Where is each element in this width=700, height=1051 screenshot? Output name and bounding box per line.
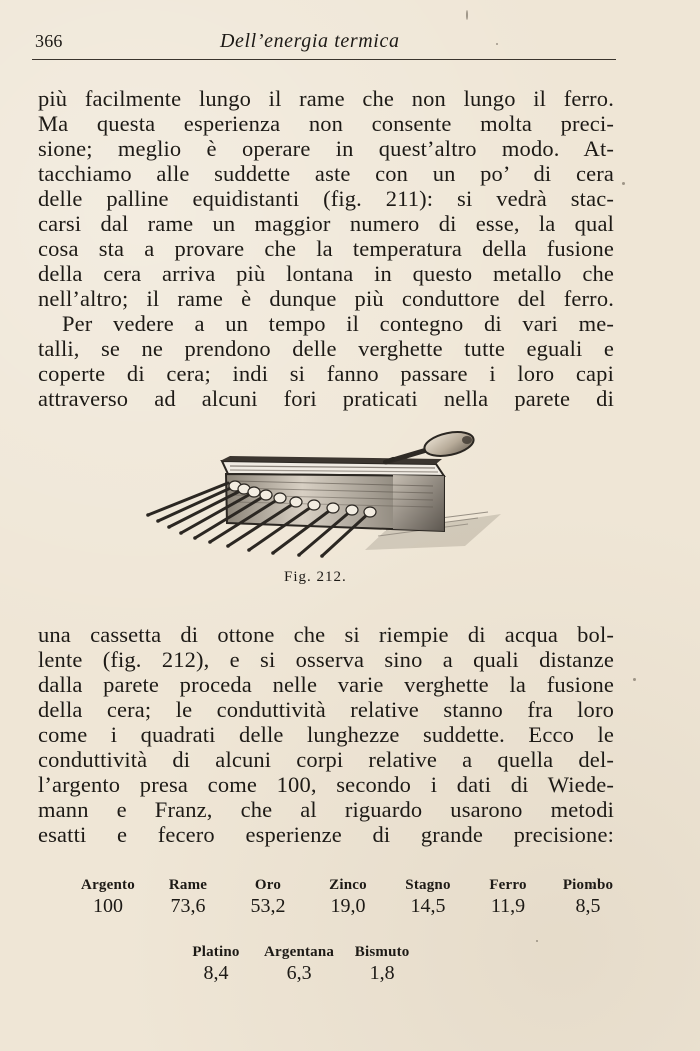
paragraph-line: lente (fig. 212), e si osserva sino a quali distanze [38, 647, 614, 672]
material-label: Argento [81, 877, 135, 893]
material-value: 100 [93, 895, 123, 917]
table-cell [186, 943, 246, 984]
paragraph-line: delle palline equidistanti (fig. 211): si vedrà stac- [38, 186, 614, 211]
table-cell [398, 876, 458, 917]
material-label: Stagno [405, 877, 451, 893]
paragraph-line: nell’altro; il rame è dunque più conduttore del ferro. [38, 286, 614, 311]
material-label: Rame [168, 877, 208, 893]
paragraph-line: della cera; le conduttività relative stanno fra loro [38, 697, 614, 722]
paragraph-line: coperte di cera; indi si fanno passare i loro capi [38, 361, 614, 386]
table-cell [264, 943, 334, 984]
material-label: Platino [192, 944, 240, 960]
paragraph-line: Per vedere a un tempo il contegno di vari me- [62, 311, 614, 336]
conductivity-table [60, 876, 620, 984]
paragraph-line: una cassetta di ottone che si riempie di acqua bol- [38, 622, 614, 647]
text-block-top [38, 86, 614, 411]
material-value: 73,6 [170, 895, 206, 917]
page-number: 366 [35, 31, 63, 51]
table-cell [78, 876, 138, 917]
material-value: 8,5 [575, 895, 601, 917]
paragraph-line: come i quadrati delle lunghezze suddette. Ecco le [38, 722, 614, 747]
paragraph-line: dalla parete proceda nelle varie verghette la fusione [38, 672, 614, 697]
table-cell [478, 876, 538, 917]
material-label: Oro [254, 877, 282, 893]
paragraph-line: l’argento presa come 100, secondo i dati di Wiede- [38, 772, 614, 797]
paper-speck [496, 43, 498, 45]
paragraph-line: Ma questa esperienza non consente molta preci- [38, 111, 614, 136]
paragraph-line: sione; meglio è operare in quest’altro modo. At- [38, 136, 614, 161]
handle [385, 428, 476, 462]
paragraph-line: cosa sta a provare che la temperatura della fusione [38, 236, 614, 261]
material-value: 53,2 [250, 895, 286, 917]
paragraph-line: tacchiamo alle suddette aste con un po’ di cera [38, 161, 614, 186]
table-cell [558, 876, 618, 917]
figure-212-illustration [138, 428, 508, 560]
paragraph-line: mann e Franz, che al riguardo usarono metodi [38, 797, 614, 822]
paragraph-line: carsi dal rame un maggior numero di esse, la qual [38, 211, 614, 236]
material-label: Piombo [562, 877, 614, 893]
paper-speck [633, 678, 636, 681]
paragraph-line: della cera arriva più lontana in questo metallo che [38, 261, 614, 286]
table-cell [318, 876, 378, 917]
material-value: 14,5 [410, 895, 446, 917]
paragraph-line: conduttività di alcuni corpi relative a quella del- [38, 747, 614, 772]
paper-speck [466, 10, 468, 20]
table-cell [352, 943, 412, 984]
material-value: 6,3 [286, 962, 312, 984]
material-label: Ferro [489, 877, 527, 893]
material-label: Zinco [329, 877, 367, 893]
text-block-bottom [38, 622, 614, 847]
material-value: 8,4 [203, 962, 229, 984]
paragraph-line: talli, se ne prendono delle verghette tutte eguali e [38, 336, 614, 361]
paragraph-line: attraverso ad alcuni fori praticati nella parete di [38, 386, 614, 411]
paragraph-line: esatti e fecero esperienze di grande precisione: [38, 822, 614, 847]
material-value: 1,8 [369, 962, 395, 984]
paper-speck [622, 182, 625, 185]
table-cell [238, 876, 298, 917]
material-value: 11,9 [490, 895, 526, 917]
paper-speck [592, 886, 594, 888]
paper-speck [536, 940, 538, 942]
material-value: 19,0 [330, 895, 366, 917]
material-label: Bismuto [354, 944, 410, 960]
figure-caption: Fig. 212. [284, 569, 347, 585]
header-rule [32, 59, 616, 60]
material-label: Argentana [264, 944, 335, 960]
running-title: Dell’energia termica [220, 30, 400, 52]
paragraph-line: più facilmente lungo il rame che non lungo il ferro. [38, 86, 614, 111]
table-row-2 [186, 943, 620, 984]
table-row-1 [78, 876, 620, 917]
table-cell [158, 876, 218, 917]
